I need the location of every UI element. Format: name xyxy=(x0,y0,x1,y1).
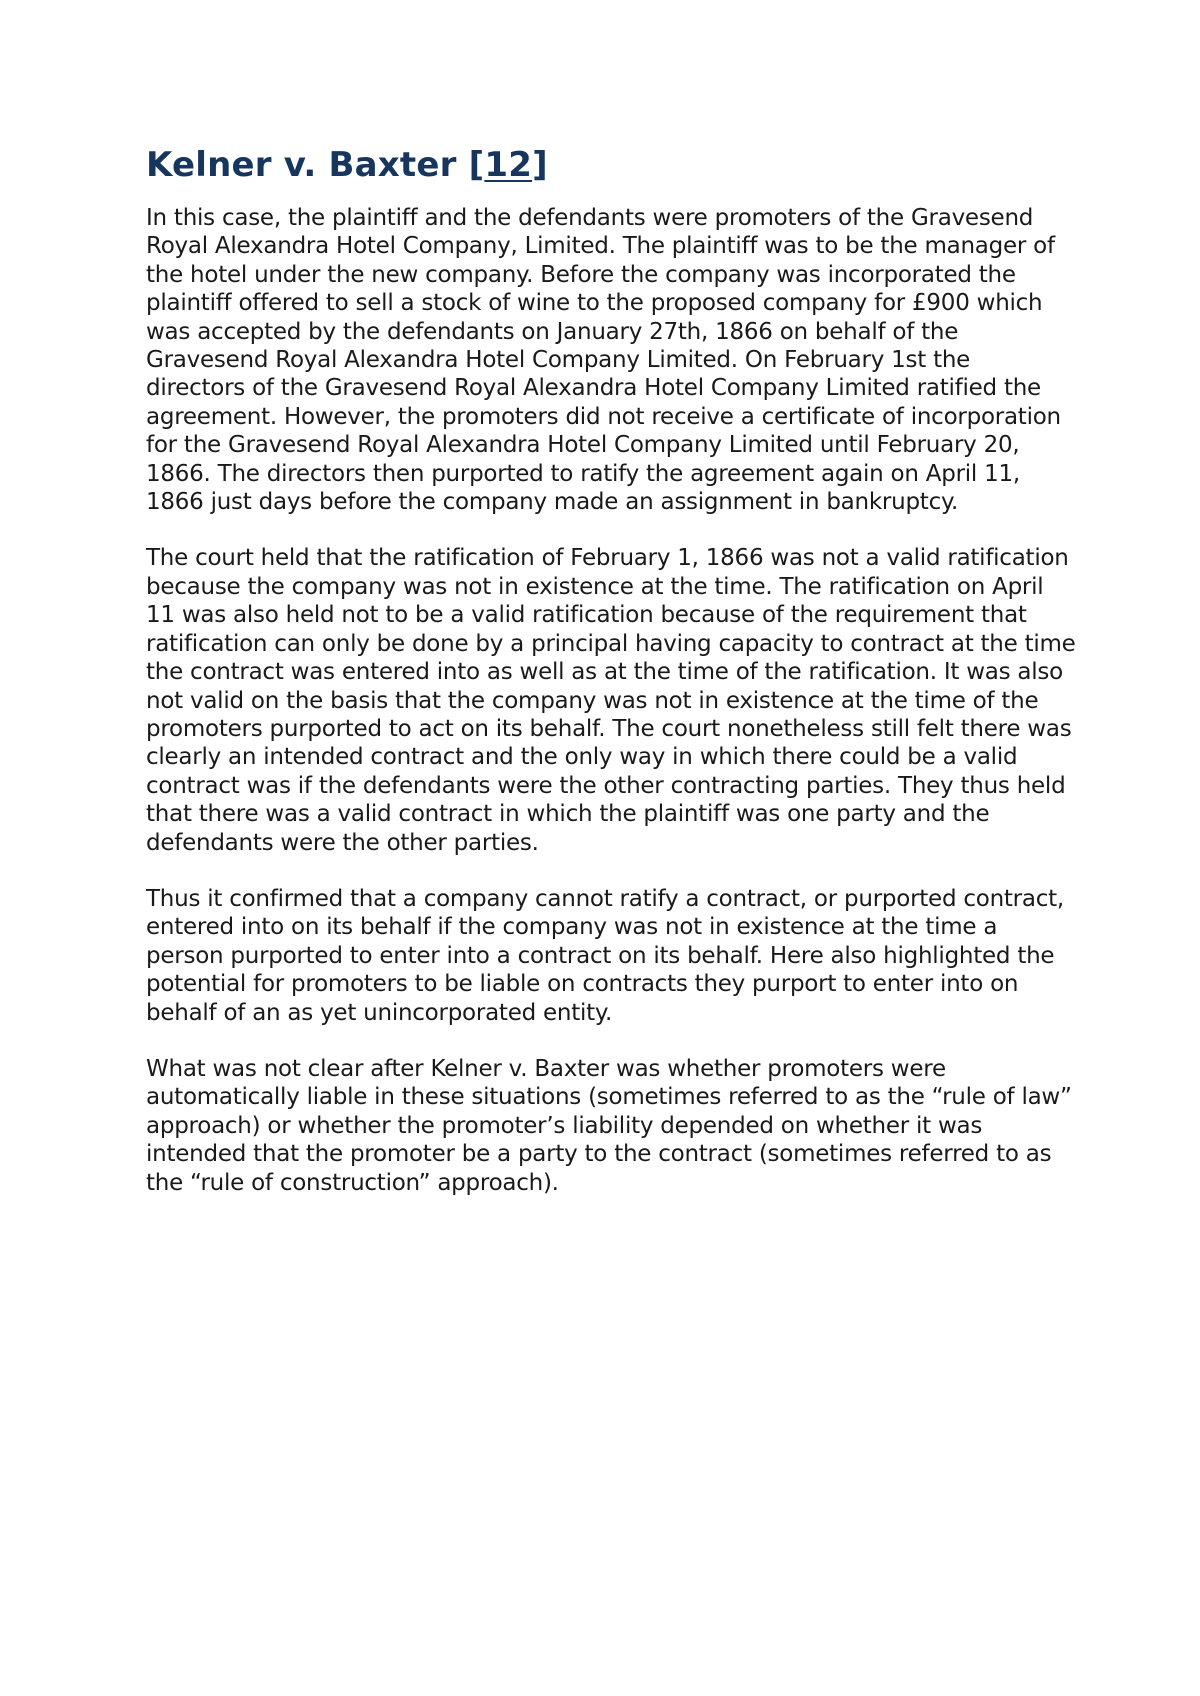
document-page xyxy=(146,140,1076,1225)
title-text: Kelner v. Baxter xyxy=(146,145,469,185)
paragraph-confirmation: Thus it confirmed that a company cannot ratify a contract, or purported contract, entered into on its behalf if the company was not in existence at the time a person purported to enter into a contract on its behalf. Here also highlighted the potential for promoters to be liable on contracts they purport to enter into on behalf of an as yet unincorporated entity. xyxy=(146,885,1064,1026)
paragraph-unclear-issue: What was not clear after Kelner v. Baxter was whether promoters were automatically liable in these situations (sometimes referred to as the “rule of law” approach) or whether the promoter’s liability depended on whether it was intended that the promoter be a party to the contract (sometimes referred to as the “rule of construction” approach). xyxy=(146,1055,1072,1196)
page-title xyxy=(146,140,1076,190)
footnote-reference-link[interactable]: 12 xyxy=(484,145,533,185)
title-open-bracket: [ xyxy=(468,145,485,185)
paragraph-case-facts: In this case, the plaintiff and the defendants were promoters of the Gravesend Royal Alexandra Hotel Company, Limited. The plaintiff was to be the manager of the hotel under the new company. Before the company was incorporated the plaintiff offered to sell a stock of wine to the proposed company for £900 which was accepted by the defendants on January 27th, 1866 on behalf of the Gravesend Royal Alexandra Hotel Company Limited. On February 1st the directors of the Gravesend Royal Alexandra Hotel Company Limited ratified the agreement. However, the promoters did not receive a certificate of incorporation for the Gravesend Royal Alexandra Hotel Company Limited until February 20, 1866. The directors then purported to ratify the agreement again on April 11, 1866 just days before the company made an assignment in bankruptcy. xyxy=(146,205,1061,516)
title-close-bracket: ] xyxy=(532,145,548,185)
paragraph-court-holding: The court held that the ratification of February 1, 1866 was not a valid ratification because the company was not in existence at the time. The ratification on April 11 was also held not to be a valid ratification because of the requirement that ratification can only be done by a principal having capacity to contract at the time the contract was entered into as well as at the time of the ratification. It was also not valid on the basis that the company was not in existence at the time of the promoters purported to act on its behalf. The court nonetheless still felt there was clearly an intended contract and the only way in which there could be a valid contract was if the defendants were the other contracting parties. They thus held that there was a valid contract in which the plaintiff was one party and the defendants were the other parties. xyxy=(146,545,1076,856)
